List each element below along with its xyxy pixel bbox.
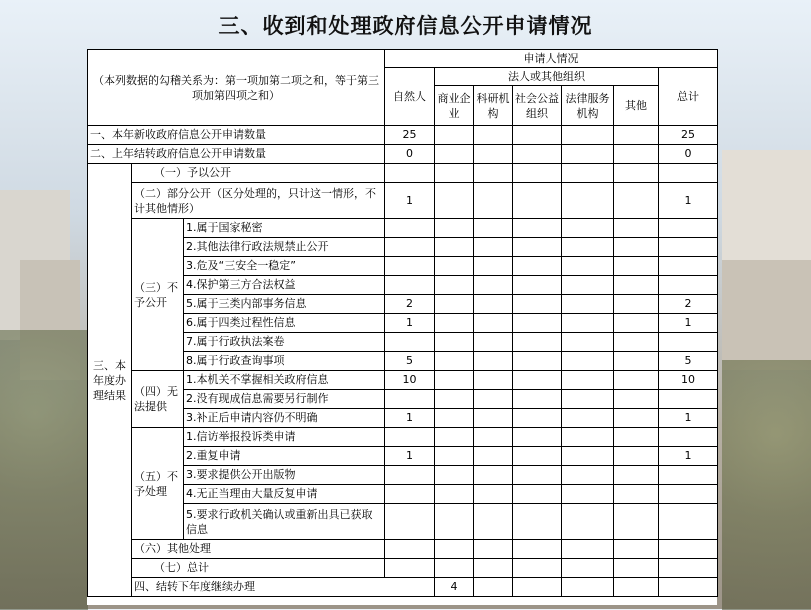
empty-cell <box>562 145 614 164</box>
empty-cell <box>562 428 614 447</box>
empty-cell <box>435 314 474 333</box>
empty-cell <box>562 164 614 183</box>
empty-cell <box>474 183 513 219</box>
row-label: 2.重复申请 <box>184 447 385 466</box>
empty-cell <box>614 126 659 145</box>
empty-cell <box>513 314 562 333</box>
empty-cell <box>562 390 614 409</box>
empty-cell <box>435 257 474 276</box>
empty-cell <box>474 559 513 578</box>
empty-cell <box>614 466 659 485</box>
empty-cell <box>513 485 562 504</box>
empty-cell <box>562 276 614 295</box>
empty-cell <box>474 126 513 145</box>
cell-total: 1 <box>659 409 718 428</box>
empty-cell <box>474 447 513 466</box>
empty-cell <box>513 466 562 485</box>
empty-cell <box>562 578 614 597</box>
empty-cell <box>562 238 614 257</box>
cell-natural: 5 <box>385 352 435 371</box>
row-label: 4.保护第三方合法权益 <box>184 276 385 295</box>
cell-total <box>659 257 718 276</box>
table-row <box>88 540 718 559</box>
empty-cell <box>614 352 659 371</box>
empty-cell <box>474 145 513 164</box>
row-label: 一、本年新收政府信息公开申请数量 <box>88 126 385 145</box>
row-label: 6.属于四类过程性信息 <box>184 314 385 333</box>
header-note: （本列数据的勾稽关系为：第一项加第二项之和，等于第三项加第四项之和） <box>88 50 385 126</box>
cell-total: 10 <box>659 371 718 390</box>
empty-cell <box>435 238 474 257</box>
empty-cell <box>614 219 659 238</box>
row-label: 3.危及“三安全一稳定” <box>184 257 385 276</box>
empty-cell <box>474 466 513 485</box>
cell-total <box>659 276 718 295</box>
header-other: 其他 <box>614 86 659 126</box>
empty-cell <box>435 145 474 164</box>
row-label: （七）总计 <box>132 559 385 578</box>
header-row-1 <box>88 50 718 68</box>
row-label: 5.属于三类内部事务信息 <box>184 295 385 314</box>
empty-cell <box>435 559 474 578</box>
empty-cell <box>513 578 562 597</box>
empty-cell <box>562 314 614 333</box>
cell-total <box>659 559 718 578</box>
cell-total <box>659 219 718 238</box>
empty-cell <box>562 559 614 578</box>
row-label: 1.信访举报投诉类申请 <box>184 428 385 447</box>
row-label: 7.属于行政执法案卷 <box>184 333 385 352</box>
row-label: 5.要求行政机关确认或重新出具已获取信息 <box>184 504 385 540</box>
row-label: 4.无正当理由大量反复申请 <box>184 485 385 504</box>
empty-cell <box>474 314 513 333</box>
empty-cell <box>435 219 474 238</box>
row-label: 3.要求提供公开出版物 <box>184 466 385 485</box>
header-research: 科研机构 <box>474 86 513 126</box>
row-label: 二、上年结转政府信息公开申请数量 <box>88 145 385 164</box>
empty-cell <box>562 257 614 276</box>
row-label: （一）予以公开 <box>132 164 385 183</box>
empty-cell <box>614 390 659 409</box>
row-label: 2.没有现成信息需要另行制作 <box>184 390 385 409</box>
empty-cell <box>614 333 659 352</box>
cell-total <box>659 485 718 504</box>
empty-cell <box>614 428 659 447</box>
empty-cell <box>614 540 659 559</box>
cell-natural <box>385 276 435 295</box>
cell-natural <box>385 466 435 485</box>
cell-total <box>659 428 718 447</box>
empty-cell <box>513 295 562 314</box>
empty-cell <box>513 276 562 295</box>
cell-natural <box>385 238 435 257</box>
empty-cell <box>562 409 614 428</box>
cell-natural: 0 <box>385 145 435 164</box>
row-label: 1.本机关不掌握相关政府信息 <box>184 371 385 390</box>
empty-cell <box>474 485 513 504</box>
empty-cell <box>513 238 562 257</box>
empty-cell <box>614 504 659 540</box>
row-label: 8.属于行政查询事项 <box>184 352 385 371</box>
header-applicant: 申请人情况 <box>385 50 718 68</box>
table-row <box>88 145 718 164</box>
empty-cell <box>614 485 659 504</box>
background-trees-right <box>722 360 811 610</box>
empty-cell <box>562 540 614 559</box>
empty-cell <box>435 428 474 447</box>
cell-total: 0 <box>659 145 718 164</box>
empty-cell <box>474 295 513 314</box>
empty-cell <box>562 126 614 145</box>
cell-natural: 2 <box>385 295 435 314</box>
background-trees-left <box>0 330 88 610</box>
empty-cell <box>513 504 562 540</box>
empty-cell <box>562 219 614 238</box>
cell-total: 25 <box>659 126 718 145</box>
empty-cell <box>435 276 474 295</box>
table-row <box>88 371 718 390</box>
table-row <box>88 559 718 578</box>
empty-cell <box>562 352 614 371</box>
empty-cell <box>435 183 474 219</box>
cell-natural <box>385 485 435 504</box>
empty-cell <box>562 485 614 504</box>
row-label: （六）其他处理 <box>132 540 385 559</box>
header-biz: 商业企业 <box>435 86 474 126</box>
empty-cell <box>562 333 614 352</box>
empty-cell <box>513 559 562 578</box>
empty-cell <box>474 428 513 447</box>
empty-cell <box>474 219 513 238</box>
empty-cell <box>474 578 513 597</box>
empty-cell <box>614 314 659 333</box>
cell-natural: 1 <box>385 314 435 333</box>
cell-total: 1 <box>659 447 718 466</box>
empty-cell <box>435 295 474 314</box>
table-row <box>88 126 718 145</box>
empty-cell <box>614 238 659 257</box>
empty-cell <box>435 504 474 540</box>
group-label-not-disclosed: （三）不予公开 <box>132 219 184 371</box>
empty-cell <box>614 409 659 428</box>
table-row <box>88 183 718 219</box>
empty-cell <box>435 540 474 559</box>
empty-cell <box>435 409 474 428</box>
empty-cell <box>513 371 562 390</box>
empty-cell <box>513 219 562 238</box>
empty-cell <box>435 371 474 390</box>
cell-natural <box>385 504 435 540</box>
cell-total: 5 <box>659 352 718 371</box>
cell-natural: 1 <box>385 409 435 428</box>
empty-cell <box>562 183 614 219</box>
cell-natural: 25 <box>385 126 435 145</box>
cell-natural: 4 <box>435 578 474 597</box>
empty-cell <box>474 409 513 428</box>
cell-total: 1 <box>659 183 718 219</box>
cell-natural <box>385 257 435 276</box>
empty-cell <box>562 447 614 466</box>
empty-cell <box>513 540 562 559</box>
cell-total: 2 <box>659 295 718 314</box>
background-building-right-lower <box>722 260 811 370</box>
group-label-not-processed: （五）不予处理 <box>132 428 184 540</box>
empty-cell <box>474 333 513 352</box>
cell-total <box>659 238 718 257</box>
statistics-table-container <box>87 49 717 605</box>
empty-cell <box>614 295 659 314</box>
group-label-results: 三、本年度办理结果 <box>88 164 132 597</box>
empty-cell <box>435 485 474 504</box>
empty-cell <box>435 390 474 409</box>
empty-cell <box>513 352 562 371</box>
row-label: 四、结转下年度继续办理 <box>132 578 435 597</box>
table-row <box>88 578 718 597</box>
empty-cell <box>474 164 513 183</box>
empty-cell <box>614 257 659 276</box>
group-label-unable-to-provide: （四）无法提供 <box>132 371 184 428</box>
header-law: 法律服务机构 <box>562 86 614 126</box>
empty-cell <box>614 145 659 164</box>
cell-natural <box>385 559 435 578</box>
empty-cell <box>435 164 474 183</box>
cell-natural: 1 <box>385 183 435 219</box>
page-title: 三、收到和处理政府信息公开申请情况 <box>218 13 593 38</box>
empty-cell <box>614 183 659 219</box>
header-social: 社会公益组织 <box>513 86 562 126</box>
cell-total <box>659 504 718 540</box>
table-row <box>88 219 718 238</box>
empty-cell <box>513 428 562 447</box>
cell-natural <box>385 164 435 183</box>
row-label: 3.补正后申请内容仍不明确 <box>184 409 385 428</box>
cell-natural <box>385 540 435 559</box>
empty-cell <box>474 540 513 559</box>
empty-cell <box>614 559 659 578</box>
empty-cell <box>562 504 614 540</box>
row-label: 1.属于国家秘密 <box>184 219 385 238</box>
empty-cell <box>435 352 474 371</box>
empty-cell <box>513 145 562 164</box>
empty-cell <box>513 333 562 352</box>
empty-cell <box>513 409 562 428</box>
cell-natural: 10 <box>385 371 435 390</box>
empty-cell <box>513 257 562 276</box>
empty-cell <box>614 447 659 466</box>
empty-cell <box>435 466 474 485</box>
empty-cell <box>513 447 562 466</box>
empty-cell <box>474 238 513 257</box>
empty-cell <box>513 390 562 409</box>
empty-cell <box>513 183 562 219</box>
cell-total: 1 <box>659 314 718 333</box>
cell-total <box>659 390 718 409</box>
empty-cell <box>562 466 614 485</box>
cell-total <box>659 540 718 559</box>
empty-cell <box>659 578 718 597</box>
empty-cell <box>614 276 659 295</box>
cell-total <box>659 164 718 183</box>
empty-cell <box>435 333 474 352</box>
empty-cell <box>435 126 474 145</box>
empty-cell <box>513 164 562 183</box>
statistics-table <box>87 49 718 597</box>
cell-natural <box>385 333 435 352</box>
empty-cell <box>474 390 513 409</box>
table-row <box>88 428 718 447</box>
cell-total <box>659 466 718 485</box>
empty-cell <box>474 504 513 540</box>
header-total: 总计 <box>659 68 718 126</box>
header-legal-org: 法人或其他组织 <box>435 68 659 86</box>
row-label: （二）部分公开（区分处理的，只计这一情形，不计其他情形） <box>132 183 385 219</box>
empty-cell <box>614 164 659 183</box>
header-natural-person: 自然人 <box>385 68 435 126</box>
empty-cell <box>562 371 614 390</box>
empty-cell <box>474 257 513 276</box>
empty-cell <box>562 295 614 314</box>
empty-cell <box>474 352 513 371</box>
cell-natural <box>385 219 435 238</box>
empty-cell <box>614 578 659 597</box>
empty-cell <box>513 126 562 145</box>
row-label: 2.其他法律行政法规禁止公开 <box>184 238 385 257</box>
empty-cell <box>614 371 659 390</box>
background-building-right <box>722 150 811 270</box>
empty-cell <box>474 276 513 295</box>
empty-cell <box>474 371 513 390</box>
cell-total <box>659 333 718 352</box>
table-row <box>88 164 718 183</box>
empty-cell <box>435 447 474 466</box>
cell-natural: 1 <box>385 447 435 466</box>
cell-natural <box>385 390 435 409</box>
cell-natural <box>385 428 435 447</box>
